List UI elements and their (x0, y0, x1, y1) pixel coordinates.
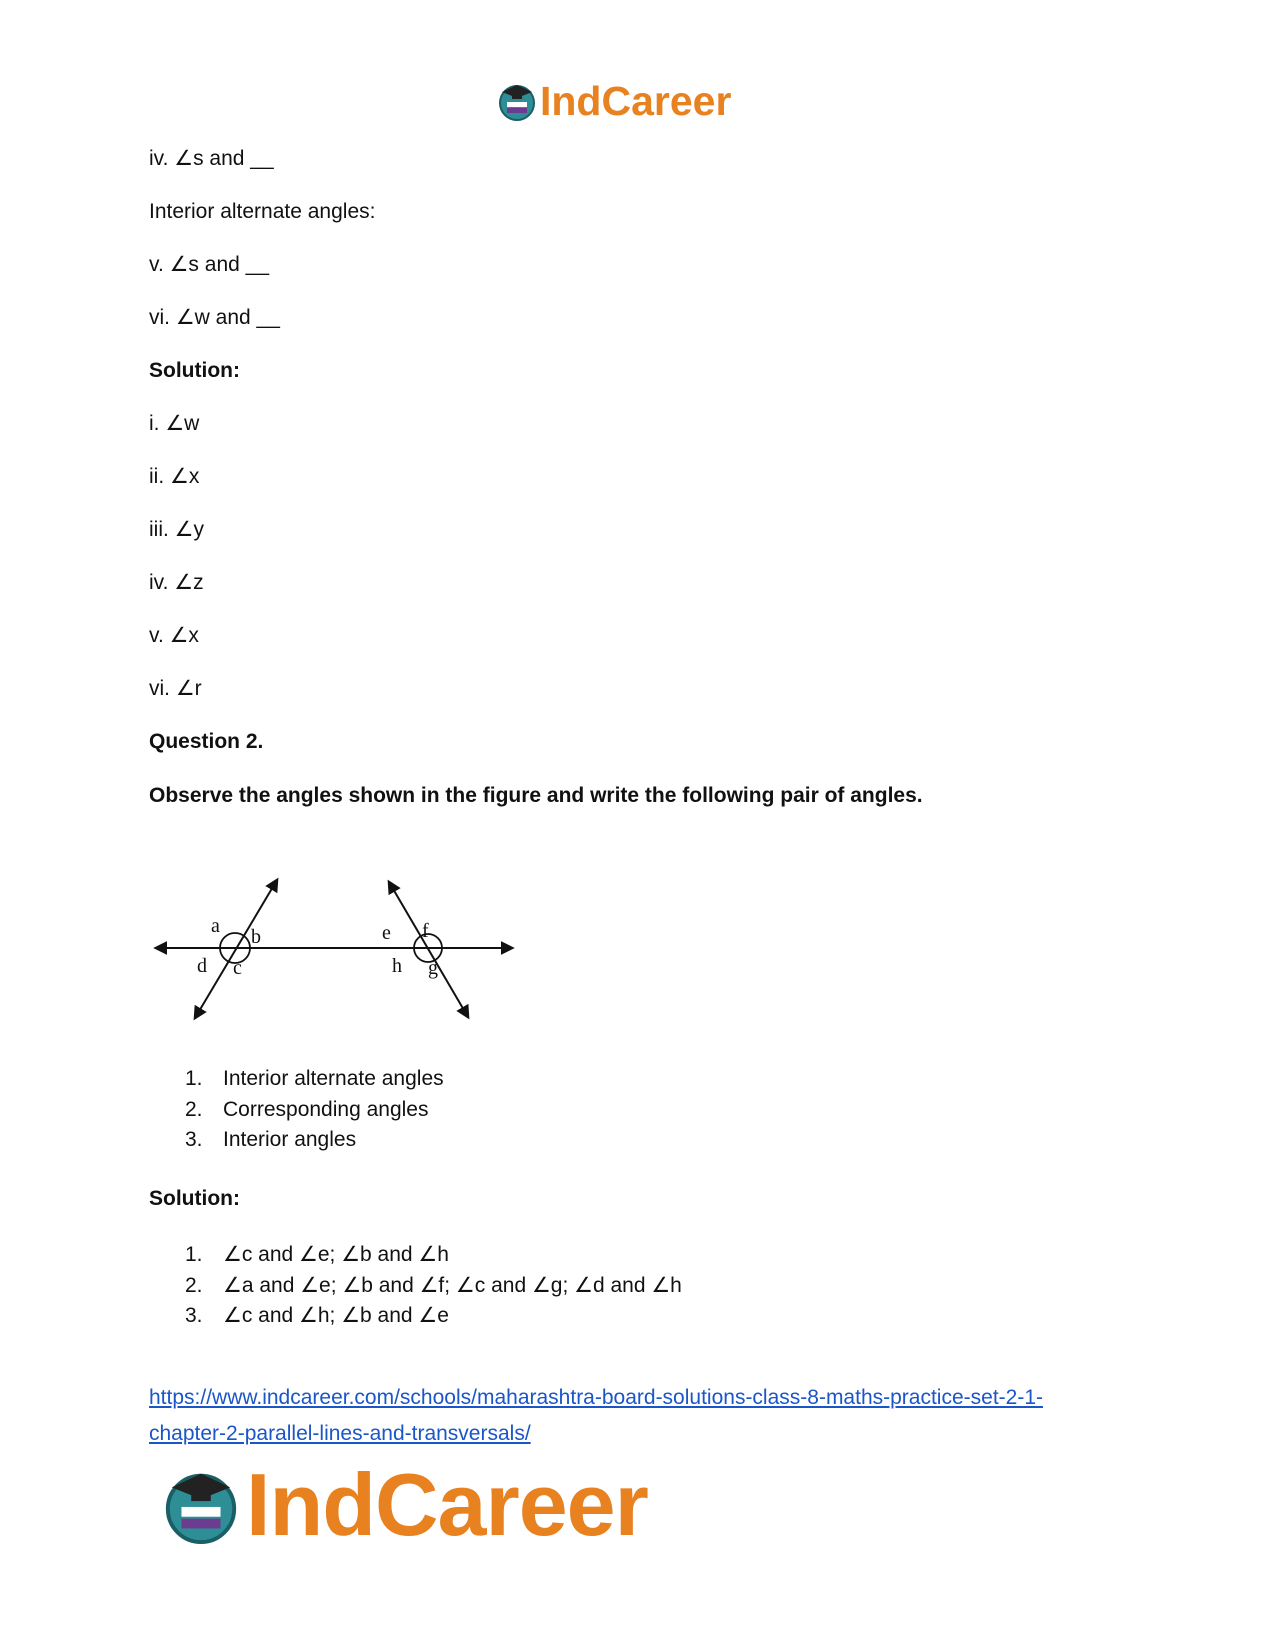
list-item: 2. Corresponding angles (185, 1097, 429, 1121)
question-2-prompt: Observe the angles shown in the figure and write the following pair of angles. (149, 784, 923, 807)
label-g: g (428, 957, 438, 979)
header-logo (496, 76, 731, 126)
label-b: b (251, 926, 261, 948)
answer-iii: iii. ∠y (149, 518, 204, 541)
answer-v: v. ∠x (149, 624, 199, 647)
question-line-iv: iv. ∠s and __ (149, 147, 274, 170)
logo-text: IndCareer (540, 77, 732, 124)
source-link-line2: chapter-2-parallel-lines-and-transversals/ (149, 1422, 531, 1445)
answer-i: i. ∠w (149, 412, 200, 435)
graduation-globe-icon (160, 1464, 242, 1546)
answer-iv: iv. ∠z (149, 571, 204, 594)
list-item: 3. ∠c and ∠h; ∠b and ∠e (185, 1304, 449, 1327)
list-item: 3. Interior angles (185, 1128, 357, 1151)
logo-text: IndCareer (246, 1455, 648, 1554)
question-line-vi: vi. ∠w and __ (149, 306, 280, 329)
list-item: 2. ∠a and ∠e; ∠b and ∠f; ∠c and ∠g; ∠d and ∠h (185, 1273, 682, 1297)
right-transversal (389, 882, 468, 1017)
question-line-v: v. ∠s and __ (149, 253, 270, 276)
label-c: c (233, 957, 242, 979)
source-link[interactable] (149, 1380, 1149, 1452)
label-e: e (382, 922, 391, 944)
list-item: 1. Interior alternate angles (185, 1067, 444, 1090)
label-d: d (197, 955, 207, 977)
label-a: a (211, 915, 220, 937)
label-h: h (392, 955, 402, 977)
solution-2-list (185, 1240, 682, 1332)
answer-ii: ii. ∠x (149, 465, 200, 488)
question-2-heading: Question 2. (149, 730, 264, 753)
label-f: f (422, 920, 429, 942)
solution-2-heading: Solution: (149, 1187, 240, 1210)
interior-alternate-heading: Interior alternate angles: (149, 200, 376, 223)
footer-logo (160, 1455, 648, 1554)
question-2-list (185, 1064, 444, 1156)
graduation-globe-icon (496, 80, 538, 122)
answer-vi: vi. ∠r (149, 677, 202, 700)
list-item: 1. ∠c and ∠e; ∠b and ∠h (185, 1243, 449, 1266)
transversal-figure (152, 875, 517, 1025)
solution-heading: Solution: (149, 359, 240, 382)
source-link-line1: https://www.indcareer.com/schools/maharashtra-board-solutions-class-8-maths-practice-set-2-1- (149, 1386, 1043, 1409)
